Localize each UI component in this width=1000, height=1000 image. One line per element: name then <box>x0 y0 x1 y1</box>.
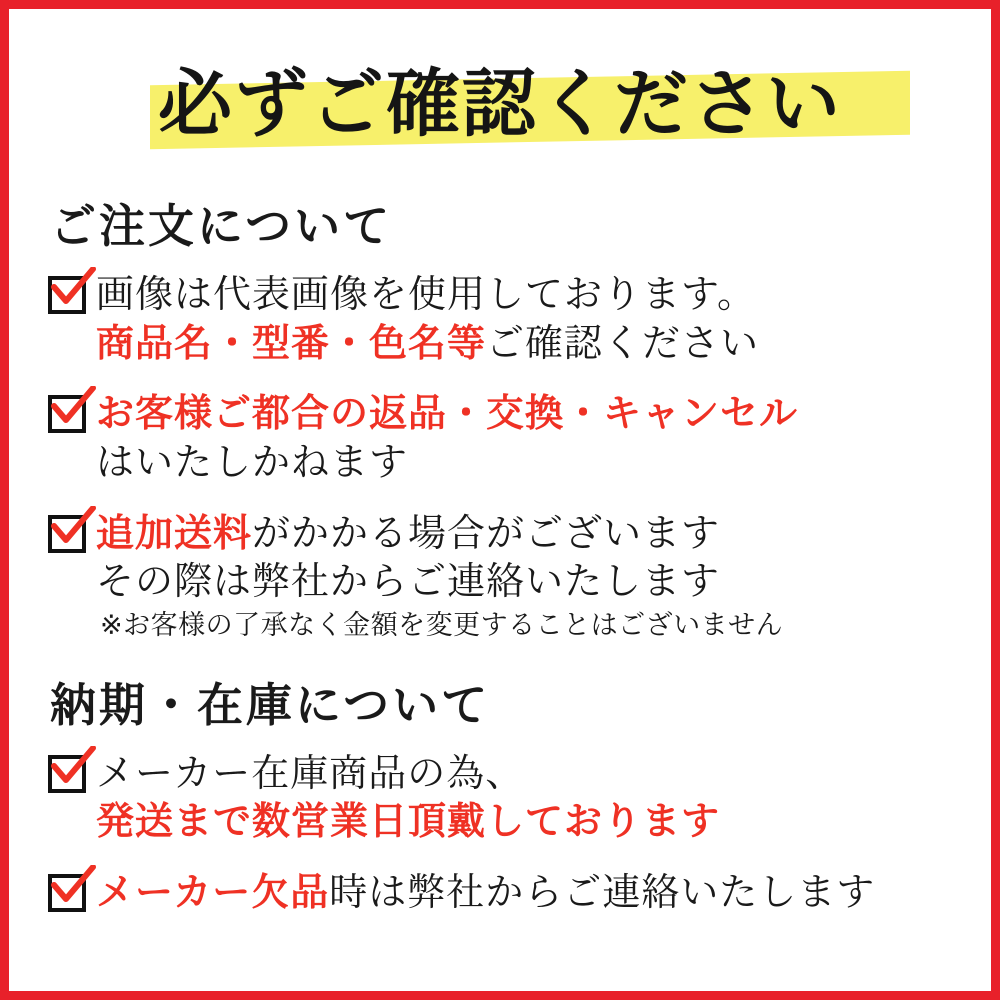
border-top <box>0 0 1000 9</box>
section-orders <box>44 190 956 643</box>
border-left <box>0 0 9 1000</box>
item-line: 商品名・型番・色名等ご確認ください <box>96 320 760 365</box>
page-title: 必ずご確認ください <box>158 61 842 147</box>
item-line: その際は弊社からご連絡いたします <box>96 559 721 604</box>
item-note: ※お客様の了承なく金額を変更することはございません <box>100 609 784 641</box>
checkbox-icon <box>48 395 86 433</box>
list-item <box>48 749 956 846</box>
item-line: 発送まで数営業日頂戴しております <box>96 799 721 844</box>
border-right <box>991 0 1000 1000</box>
checkbox-icon <box>48 874 86 912</box>
list-item <box>48 509 956 643</box>
item-line: メーカー欠品時は弊社からご連絡いたします <box>96 870 876 915</box>
checkbox-icon <box>48 515 86 553</box>
border-bottom <box>0 991 1000 1000</box>
list-item <box>48 868 956 917</box>
item-line: メーカー在庫商品の為、 <box>96 750 525 795</box>
item-line: 画像は代表画像を使用しております。 <box>96 272 756 316</box>
section-title-orders: ご注文について <box>50 199 393 253</box>
headline-block <box>44 52 956 156</box>
section-title-delivery: 納期・在庫について <box>50 677 491 732</box>
item-line: 追加送料がかかる場合がございます <box>96 510 721 555</box>
item-line: お客様ご都合の返品・交換・キャンセル <box>96 391 799 436</box>
item-line: はいたしかねます <box>96 439 409 484</box>
list-item <box>48 389 956 486</box>
section-delivery <box>44 669 956 917</box>
checkbox-icon <box>48 276 86 314</box>
list-item <box>48 270 956 367</box>
checkbox-icon <box>48 755 86 793</box>
